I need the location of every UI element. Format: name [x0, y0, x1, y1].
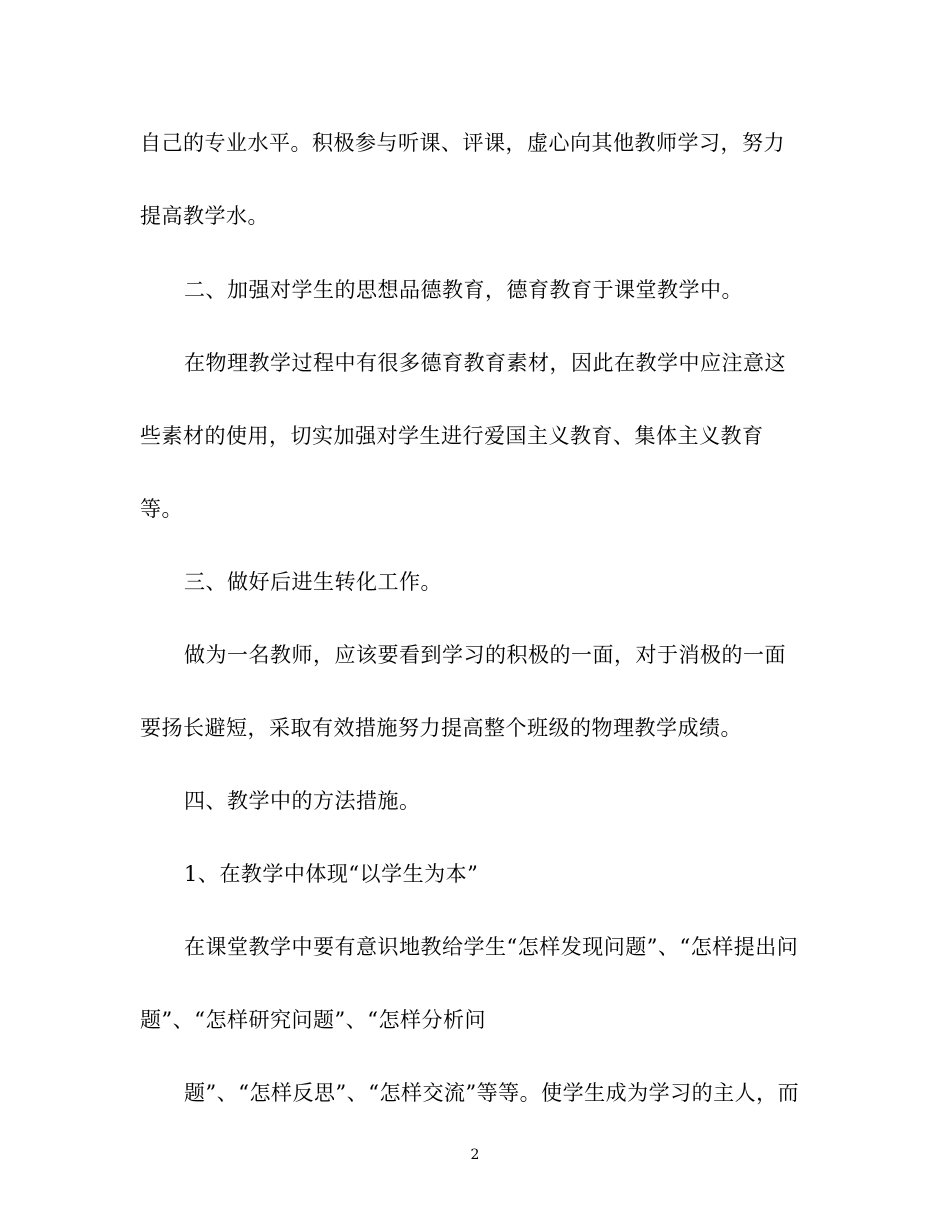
- text-line: 等。: [140, 497, 183, 521]
- text-line: 题”、“怎样反思”、“怎样交流”等等。使学生成为学习的主人，而: [184, 1081, 800, 1105]
- page-number: 2: [470, 1147, 480, 1163]
- text-line: 在课堂教学中要有意识地教给学生“怎样发现问题”、“怎样提出问: [184, 935, 799, 959]
- text-line: 些素材的使用，切实加强对学生进行爱国主义教育、集体主义教育: [140, 424, 764, 448]
- text-line: 自己的专业水平。积极参与听课、评课，虚心向其他教师学习，努力: [140, 131, 785, 155]
- text-line: 做为一名教师，应该要看到学习的积极的一面，对于消极的一面: [184, 643, 786, 667]
- text-line: 要扬长避短，采取有效措施努力提高整个班级的物理教学成绩。: [140, 716, 742, 740]
- section-heading: 四、教学中的方法措施。: [184, 789, 421, 813]
- section-heading: 三、做好后进生转化工作。: [184, 570, 442, 594]
- text-line: 题”、“怎样研究问题”、“怎样分析问: [140, 1008, 486, 1032]
- text-line: 提高教学水。: [140, 204, 269, 228]
- subsection-heading: 1、在教学中体现“以学生为本”: [184, 862, 479, 886]
- text-line: 在物理教学过程中有很多德育教育素材，因此在教学中应注意这: [184, 351, 786, 375]
- section-heading: 二、加强对学生的思想品德教育，德育教育于课堂教学中。: [184, 278, 743, 302]
